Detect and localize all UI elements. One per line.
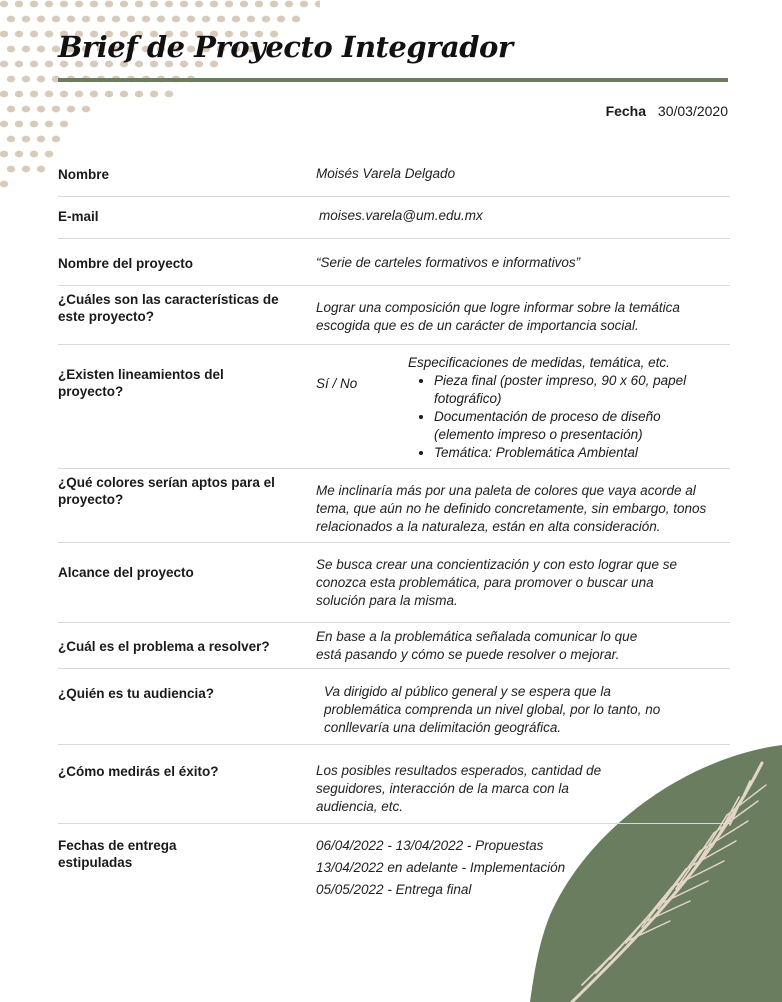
decorative-dot [0, 91, 8, 98]
decorative-dot [82, 16, 90, 23]
decorative-dot [75, 91, 83, 98]
decorative-dot [225, 1, 233, 8]
caracteristicas-value [316, 299, 730, 335]
decorative-dot [240, 1, 248, 8]
decorative-dot [22, 46, 30, 53]
fechas-label-line: estipuladas [58, 855, 133, 870]
decorative-dot [165, 91, 173, 98]
spec-item-line: (elemento impreso o presentación) [434, 427, 643, 442]
exito-value-line: audiencia, etc. [316, 799, 404, 814]
decorative-dot [120, 1, 128, 8]
decorative-dot [15, 61, 23, 68]
email-value: moises.varela@um.edu.mx [319, 208, 483, 223]
lineamientos-label-line: ¿Existen lineamientos del [58, 367, 224, 382]
fechas-value [316, 835, 730, 901]
row-caracteristicas [58, 286, 730, 345]
alcance-value [316, 556, 730, 610]
decorative-dot [52, 16, 60, 23]
fechas-label [58, 837, 296, 871]
spec-item-line: fotográfico) [434, 391, 502, 406]
proyecto-label: Nombre del proyecto [58, 256, 194, 271]
decorative-dot [97, 16, 105, 23]
decorative-dot [7, 76, 15, 83]
alcance-value-line: conozca esta problemática, para promover o buscar una [316, 575, 654, 590]
decorative-dot [60, 91, 68, 98]
decorative-dot [22, 16, 30, 23]
colores-value-line: relacionados a la naturaleza, están en alta consideración. [316, 519, 661, 534]
decorative-dot [112, 16, 120, 23]
row-problema [58, 623, 730, 669]
exito-value [316, 762, 730, 816]
colores-label-line: proyecto? [58, 492, 124, 507]
decorative-dot [7, 136, 15, 143]
alcance-label: Alcance del proyecto [58, 565, 194, 580]
decorative-dot [0, 181, 8, 188]
decorative-dot [60, 121, 68, 128]
decorative-dot [52, 136, 60, 143]
decorative-dot [135, 1, 143, 8]
caracteristicas-label [58, 291, 296, 325]
row-lineamientos [58, 345, 730, 469]
decorative-dot [262, 16, 270, 23]
decorative-dot [90, 1, 98, 8]
problema-value-line: En base a la problemática señalada comunicar lo que [316, 629, 638, 644]
decorative-dot [52, 106, 60, 113]
decorative-dot [7, 166, 15, 173]
decorative-dot [7, 106, 15, 113]
decorative-dot [232, 16, 240, 23]
decorative-dot [180, 1, 188, 8]
audiencia-value-line: Va dirigido al público general y se espera que la [324, 684, 611, 699]
specifications-block [408, 354, 718, 462]
row-email [58, 197, 730, 239]
decorative-dot [15, 91, 23, 98]
problema-value-line: está pasando y cómo se puede resolver o mejorar. [316, 647, 620, 662]
decorative-dot [247, 16, 255, 23]
fechas-value-line: 13/04/2022 en adelante - Implementación [316, 860, 566, 875]
fechas-label-line: Fechas de entrega [58, 838, 177, 853]
proyecto-value: “Serie de carteles formativos e informativos” [316, 255, 581, 270]
decorative-dot [15, 1, 23, 8]
colores-label-line: ¿Qué colores serían aptos para el [58, 475, 275, 490]
decorative-dot [30, 31, 38, 38]
spec-list [408, 372, 718, 462]
decorative-dot [22, 76, 30, 83]
decorative-dot [270, 1, 278, 8]
row-nombre-proyecto [58, 239, 730, 286]
decorative-dot [135, 91, 143, 98]
nombre-label: Nombre [58, 167, 110, 182]
row-audiencia [58, 669, 730, 745]
decorative-dot [172, 16, 180, 23]
caracteristicas-value-line: escogida que es de un carácter de importancia social. [316, 318, 639, 333]
decorative-dot [30, 1, 38, 8]
spec-title: Especificaciones de medidas, temática, etc. [408, 355, 670, 370]
decorative-dot [22, 136, 30, 143]
decorative-dot [0, 61, 8, 68]
decorative-dot [0, 121, 8, 128]
fechas-value-line: 05/05/2022 - Entrega final [316, 882, 472, 897]
audiencia-value-line: conllevaría una delimitación geográfica. [324, 720, 562, 735]
decorative-dot [0, 31, 8, 38]
decorative-dot [210, 1, 218, 8]
decorative-dot [7, 46, 15, 53]
caracteristicas-label-line: ¿Cuáles son las características de [58, 292, 279, 307]
caracteristicas-label-line: este proyecto? [58, 309, 155, 324]
decorative-dot [292, 16, 300, 23]
decorative-dot [105, 91, 113, 98]
decorative-dot [45, 61, 53, 68]
decorative-dot [217, 16, 225, 23]
decorative-dot [22, 166, 30, 173]
decorative-dot [195, 1, 203, 8]
title-underline [58, 78, 728, 82]
audiencia-value-line: problemática comprenda un nivel global, por lo tanto, no [324, 702, 661, 717]
decorative-dot [30, 91, 38, 98]
problema-value [316, 628, 730, 664]
audiencia-value [324, 683, 738, 737]
lineamientos-label [58, 366, 296, 400]
nombre-value: Moisés Varela Delgado [316, 166, 456, 181]
decorative-dot [45, 91, 53, 98]
decorative-dot [277, 16, 285, 23]
decorative-dot [127, 16, 135, 23]
decorative-dot [187, 16, 195, 23]
decorative-dot [157, 16, 165, 23]
row-colores [58, 469, 730, 543]
problema-label: ¿Cuál es el problema a resolver? [58, 639, 270, 654]
row-fechas [58, 824, 730, 904]
decorative-dot [105, 1, 113, 8]
alcance-value-line: Se busca crear una concientización y con esto lograr que se [316, 557, 677, 572]
decorative-dot [150, 91, 158, 98]
list-item [434, 408, 718, 444]
caracteristicas-value-line: Lograr una composición que logre informar sobre la temática [316, 300, 680, 315]
decorative-dot [30, 151, 38, 158]
row-nombre [58, 154, 730, 197]
decorative-dot [45, 151, 53, 158]
colores-value-line: tema, que aún no he definido concretamente, sin embargo, tonos [316, 501, 707, 516]
lineamientos-label-line: proyecto? [58, 384, 124, 399]
decorative-dot [82, 106, 90, 113]
list-item [434, 372, 718, 408]
decorative-dot [67, 16, 75, 23]
exito-label: ¿Cómo medirás el éxito? [58, 764, 219, 779]
decorative-dot [22, 106, 30, 113]
audiencia-label: ¿Quién es tu audiencia? [58, 686, 215, 701]
decorative-dot [15, 151, 23, 158]
exito-value-line: seguidores, interacción de la marca con la [316, 781, 569, 796]
decorative-dot [45, 31, 53, 38]
exito-value-line: Los posibles resultados esperados, cantidad de [316, 763, 602, 778]
decorative-dot [37, 16, 45, 23]
decorative-dot [45, 121, 53, 128]
yes-no-value: Sí / No [316, 376, 358, 391]
decorative-dot [30, 121, 38, 128]
decorative-dot [120, 91, 128, 98]
decorative-dot [37, 106, 45, 113]
alcance-value-line: solución para la misma. [316, 593, 458, 608]
date-value: 30/03/2020 [657, 103, 728, 119]
decorative-dot [150, 1, 158, 8]
decorative-dot [45, 1, 53, 8]
decorative-dot [0, 151, 8, 158]
date-block [606, 103, 728, 119]
decorative-dot [285, 1, 293, 8]
decorative-dot [37, 136, 45, 143]
spec-item-line: • Pieza final (poster impreso, 90 x 60, papel [434, 373, 687, 388]
decorative-dot [60, 1, 68, 8]
decorative-dot [15, 121, 23, 128]
date-label: Fecha [605, 103, 647, 119]
page-title: Brief de Proyecto Integrador [58, 30, 513, 64]
row-alcance [58, 543, 730, 623]
spec-item-line: • Documentación de proceso de diseño [434, 409, 661, 424]
spec-item-line: • Temática: Problemática Ambiental [434, 445, 638, 460]
decorative-dot [255, 1, 263, 8]
decorative-dot [142, 16, 150, 23]
decorative-dot [165, 1, 173, 8]
decorative-dot [37, 166, 45, 173]
decorative-dot [300, 1, 308, 8]
decorative-dot [7, 16, 15, 23]
colores-value [316, 482, 730, 536]
decorative-dot [90, 91, 98, 98]
list-item [434, 444, 718, 462]
decorative-dot [315, 1, 320, 8]
decorative-dot [15, 31, 23, 38]
decorative-dot [202, 16, 210, 23]
decorative-dot [0, 1, 8, 8]
row-exito [58, 745, 730, 824]
fechas-value-line: 06/04/2022 - 13/04/2022 - Propuestas [316, 838, 544, 853]
decorative-dot [75, 1, 83, 8]
email-label: E-mail [58, 209, 99, 224]
colores-label [58, 474, 296, 508]
decorative-dot [30, 61, 38, 68]
decorative-dot [37, 76, 45, 83]
colores-value-line: Me inclinaría más por una paleta de colores que vaya acorde al [316, 483, 696, 498]
decorative-dot [37, 46, 45, 53]
decorative-dot [67, 106, 75, 113]
